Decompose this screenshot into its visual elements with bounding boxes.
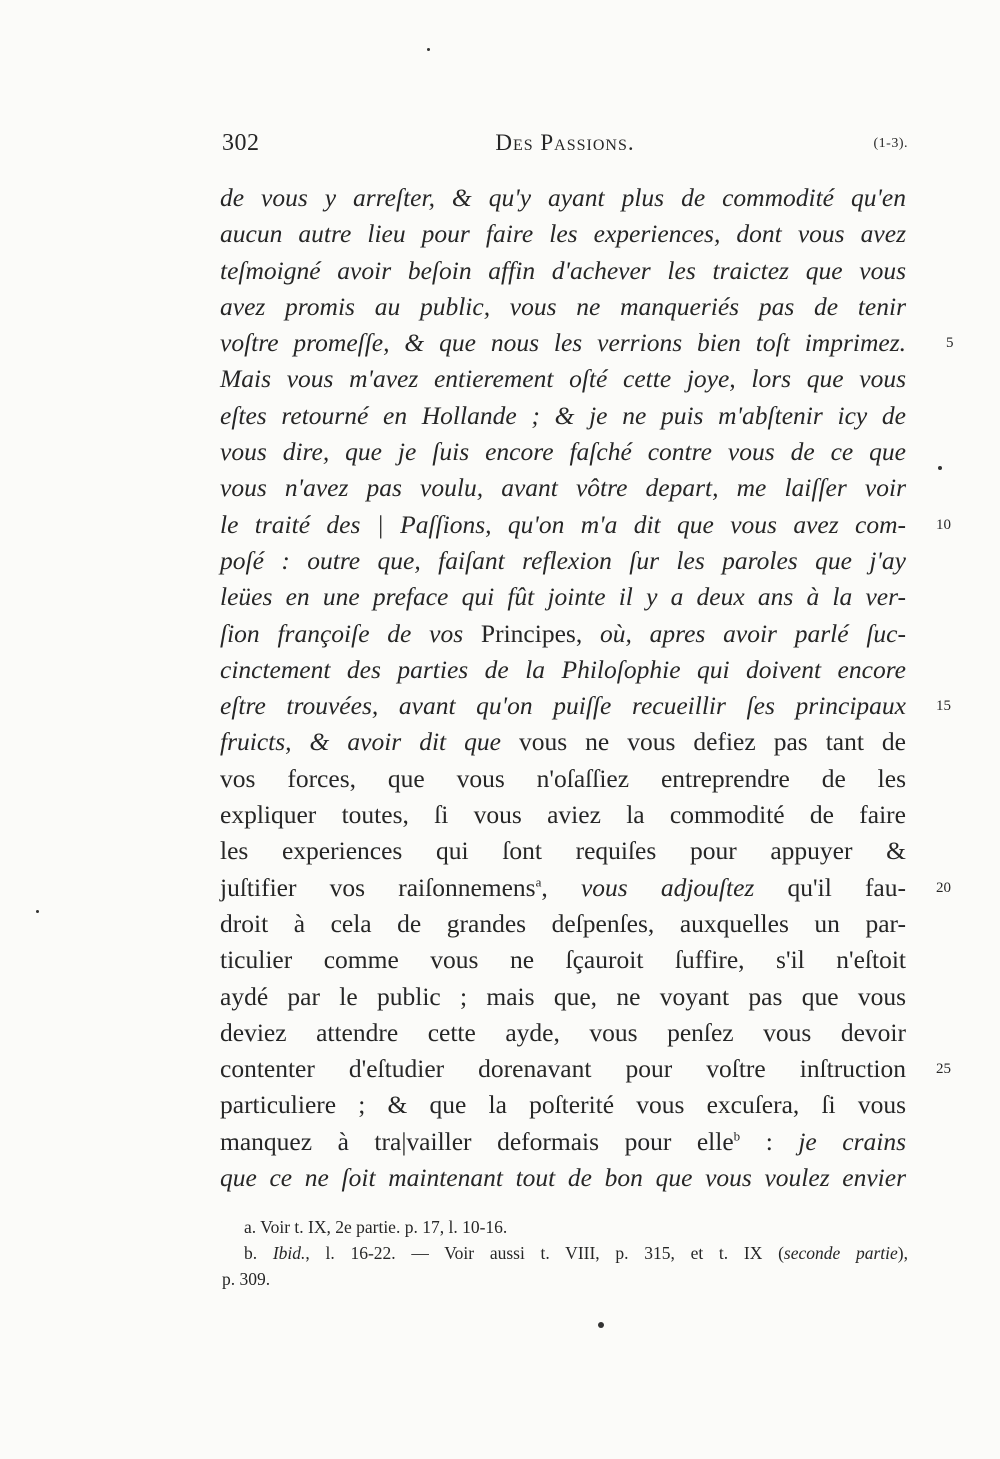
- text-line: poſé : outre que, faiſant reflexion ſur les paroles que j'ay: [220, 545, 906, 575]
- text-line: le traité des | Paſſions, qu'on m'a dit que vous avez com- 10: [220, 507, 906, 543]
- line-number: 15: [936, 698, 951, 715]
- page-number: 302: [222, 130, 260, 156]
- footnote-b-continuation: p. 309.: [222, 1269, 271, 1289]
- line-number: 10: [936, 516, 951, 533]
- text-line: avez promis au public, vous ne manqueriés pas de tenir: [220, 291, 906, 321]
- text-line: aucun autre lieu pour faire les experiences, dont vous avez: [220, 219, 906, 249]
- main-text: [220, 180, 954, 1196]
- line-number: 25: [936, 1061, 951, 1078]
- text-line: vous n'avez pas voulu, avant vôtre depart, me laiſſer voir: [220, 473, 906, 503]
- text-line: teſmoigné avoir beſoin affin d'achever les traictez que vous: [220, 255, 906, 285]
- text-line: leües en une preface qui fût jointe il y a deux ans à la ver-: [220, 582, 906, 612]
- text-line: eſtre trouvées, avant qu'on puiſſe recueillir ſes principaux 15: [220, 688, 906, 724]
- text-line: droit à cela de grandes deſpenſes, auxquelles un par-: [220, 908, 906, 938]
- text-line: particuliere ; & que la poſterité vous excuſera, ſi vous: [220, 1090, 906, 1120]
- text-line: aydé par le public ; mais que, ne voyant pas que vous: [220, 981, 906, 1011]
- text-line: fruicts, & avoir dit que vous ne vous defiez pas tant de: [220, 727, 907, 757]
- footnote-ref-a: a: [535, 874, 542, 890]
- running-header: [222, 130, 908, 162]
- text-line: cinctement des parties de la Philoſophie qui doivent encore: [220, 654, 906, 684]
- text-line: contenter d'eſtudier dorenavant pour voſtre inſtruction 25: [220, 1051, 906, 1087]
- text-line: voſtre promeſſe, & que nous les verrions bien toſt imprimez. 5: [220, 325, 906, 361]
- text-line: de vous y arreſter, & qu'y ayant plus de commodité qu'en: [220, 183, 906, 212]
- text-line: ſion françoiſe de vos Principes, où, apres avoir parlé ſuc-: [220, 618, 906, 648]
- ink-speck: [938, 466, 942, 470]
- text-line: Mais vous m'avez entierement oſté cette joye, lors que vous: [220, 364, 906, 394]
- ink-speck: [427, 48, 430, 51]
- footnote-b: b. Ibid., l. 16-22. — Voir aussi t. VIII, p. 315, et t. IX (seconde partie),: [244, 1243, 908, 1263]
- ink-speck: [598, 1322, 604, 1328]
- text-line: manquez à tra|vailler deformais pour elle$^b$ : je crains: [220, 1126, 906, 1156]
- text-line: deviez attendre cette ayde, vous penſez vous devoir: [220, 1017, 906, 1047]
- line-number: 5: [946, 335, 954, 352]
- footnote-ref-b: b: [733, 1128, 741, 1144]
- text-line: les experiences qui ſont requiſes pour appuyer &: [220, 836, 906, 866]
- footnote-a: a. Voir t. IX, 2e partie. p. 17, l. 10-16.: [244, 1217, 508, 1237]
- text-line: ticulier comme vous ne ſçauroit ſuffire, s'il n'eſtoit: [220, 945, 906, 975]
- footnotes: [222, 1214, 908, 1292]
- text-line: juſtifier vos raiſonnemens$^a$, vous adjouſtez qu'il fau- 20: [220, 870, 906, 906]
- text-line: que ce ne ſoit maintenant tout de bon que vous voulez envier: [220, 1163, 906, 1193]
- text-line: expliquer toutes, ſi vous aviez la commodité de faire: [220, 800, 906, 830]
- line-number: 20: [936, 879, 951, 896]
- section-reference: (1-3).: [873, 136, 908, 151]
- text-line: vos forces, que vous n'oſaſſiez entreprendre de les: [220, 763, 906, 793]
- text-line: eſtes retourné en Hollande ; & je ne puis m'abſtenir icy de: [220, 400, 906, 430]
- ink-speck: [36, 910, 39, 913]
- text-line: vous dire, que je ſuis encore faſché contre vous de ce que: [220, 437, 906, 467]
- running-title: Des Passions.: [495, 130, 635, 155]
